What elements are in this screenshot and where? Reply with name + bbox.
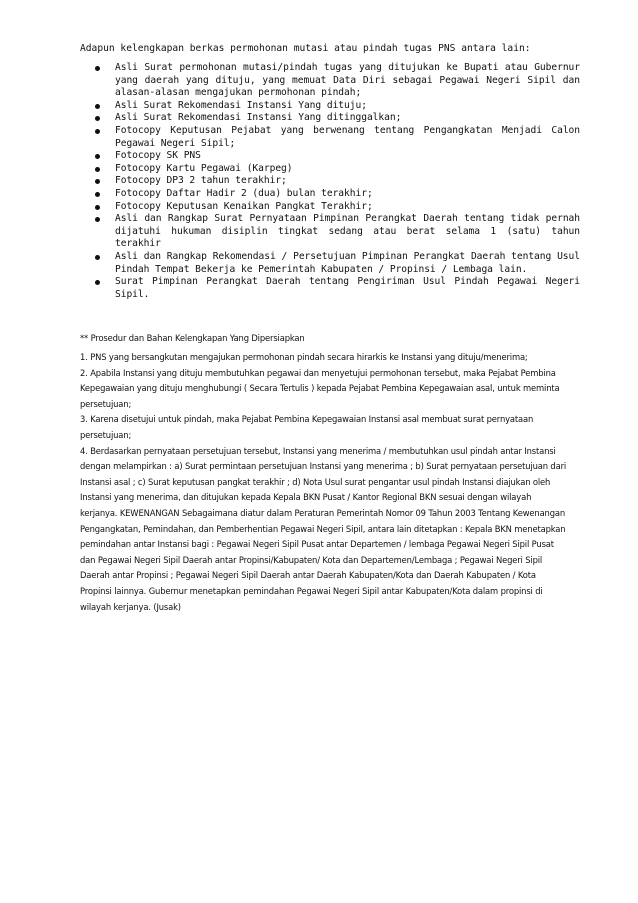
procedure-paragraph: 2. Apabila Instansi yang dituju membutuhkan pegawai dan menyetujui permohonan tersebut, maka Pejabat Pembina Kepegawaian yang dituju menghubungi ( Secara Tertulis ) kepada Pejabat Pembina Kepegawaian asal, untuk meminta persetujuan; [80,367,560,409]
bullet-icon [95,217,100,222]
requirement-item [80,163,580,176]
bullet-icon [95,255,100,260]
requirement-item [80,201,580,214]
requirement-item [80,125,580,150]
procedure-paragraph: 3. Karena disetujui untuk pindah, maka Pejabat Pembina Kepegawaian Instansi asal membuat surat pernyataan persetujuan; [80,414,534,440]
requirement-text: Fotocopy Keputusan Kenaikan Pangkat Terakhir; [115,200,373,212]
procedure-title: ** Prosedur dan Bahan Kelengkapan Yang Dipersiapkan [80,333,305,343]
bullet-icon [95,280,100,285]
requirement-text: Surat Pimpinan Perangkat Daerah tentang Pengiriman Usul Pindah Pegawai Negeri Sipil. [115,276,580,300]
bullet-icon [95,179,100,184]
requirement-item [80,150,580,163]
bullet-icon [95,66,100,71]
requirement-text: Asli Surat permohonan mutasi/pindah tugas yang ditujukan ke Bupati atau Gubernur yang daerah yang dituju, yang memuat Data Diri sebagai Pegawai Negeri Sipil dan alasan-alasan mengajukan permohonan pindah; [115,62,580,99]
bullet-icon [95,154,100,159]
requirement-item [80,251,580,276]
requirement-text: Asli dan Rangkap Surat Pernyataan Pimpinan Perangkat Daerah tentang tidak pernah dijatuhi hukuman disiplin tingkat sedang atau berat selama 1 (satu) tahun terakhir [115,213,580,250]
bullet-icon [95,192,100,197]
requirement-item [80,276,580,301]
requirement-text: Fotocopy Keputusan Pejabat yang berwenang tentang Pengangkatan Menjadi Calon Pegawai Negeri Sipil; [115,124,580,149]
requirement-text: Asli Surat Rekomendasi Instansi Yang dituju; [115,99,367,111]
procedure-paragraph: 4. Berdasarkan pernyataan persetujuan tersebut, Instansi yang menerima / membutuhkan usul pindah antar Instansi dengan melampirkan : a) Surat permintaan persetujuan Instansi yang menerima ; b) Surat pernyataan persetujuan dari Instansi asal ; c) Surat keputusan pangkat terakhir ; d) Nota Usul surat pengantar usul pindah Instansi diajukan oleh Instansi yang menerima, dan ditujukan kepada Kepala BKN Pusat / Kantor Regional BKN sesuai dengan wilayah kerjanya. KEWENANGAN Sebagaimana diatur dalam Peraturan Pemerintah Nomor 09 Tahun 2003 Tentang Kewenangan Pengangkatan, Pemindahan, dan Pemberhentian Pegawai Negeri Sipil, antara lain ditetapkan : Kepala BKN menetapkan pemindahan antar Instansi bagi : Pegawai Negeri Sipil Pusat antar Departemen / lembaga Pegawai Negeri Sipil Pusat dan Pegawai Negeri Sipil Daerah antar Propinsi/Kabupaten/ Kota dan Departemen/Lembaga ; Pegawai Negeri Sipil Daerah antar Propinsi ; Pegawai Negeri Sipil Daerah antar Daerah Kabupaten/Kota dan Daerah Kabupaten / Kota Propinsi lainnya. Gubernur menetapkan pemindahan Pegawai Negeri Sipil antar Kabupaten/Kota dalam propinsi di wilayah kerjanya. (Jusak) [80,445,567,612]
requirement-text: Fotocopy Daftar Hadir 2 (dua) bulan terakhir; [115,187,373,199]
requirements-intro: Adapun kelengkapan berkas permohonan mutasi atau pindah tugas PNS antara lain: [80,43,531,54]
bullet-icon [95,129,100,134]
requirement-text: Asli dan Rangkap Rekomendasi / Persetujuan Pimpinan Perangkat Daerah tentang Usul Pindah Tempat Bekerja ke Pemerintah Kabupaten / Propinsi / Lembaga lain. [115,250,580,275]
procedure-paragraph: 1. PNS yang bersangkutan mengajukan permohonan pindah secara hirarkis ke Instansi yang dituju/menerima; [80,352,528,362]
requirement-item [80,112,580,125]
requirement-text: Fotocopy Kartu Pegawai (Karpeg) [115,162,293,174]
procedure-body [80,350,570,615]
bullet-icon [95,167,100,172]
bullet-icon [95,116,100,121]
requirement-text: Fotocopy DP3 2 tahun terakhir; [115,175,287,187]
requirement-item [80,188,580,201]
bullet-icon [95,104,100,109]
bullet-icon [95,205,100,210]
requirements-list [80,62,580,301]
requirement-item [80,175,580,188]
requirement-item [80,62,580,100]
requirement-text: Asli Surat Rekomendasi Instansi Yang ditinggalkan; [115,112,402,124]
requirement-item [80,213,580,251]
requirement-text: Fotocopy SK PNS [115,150,201,162]
requirement-item [80,100,580,113]
